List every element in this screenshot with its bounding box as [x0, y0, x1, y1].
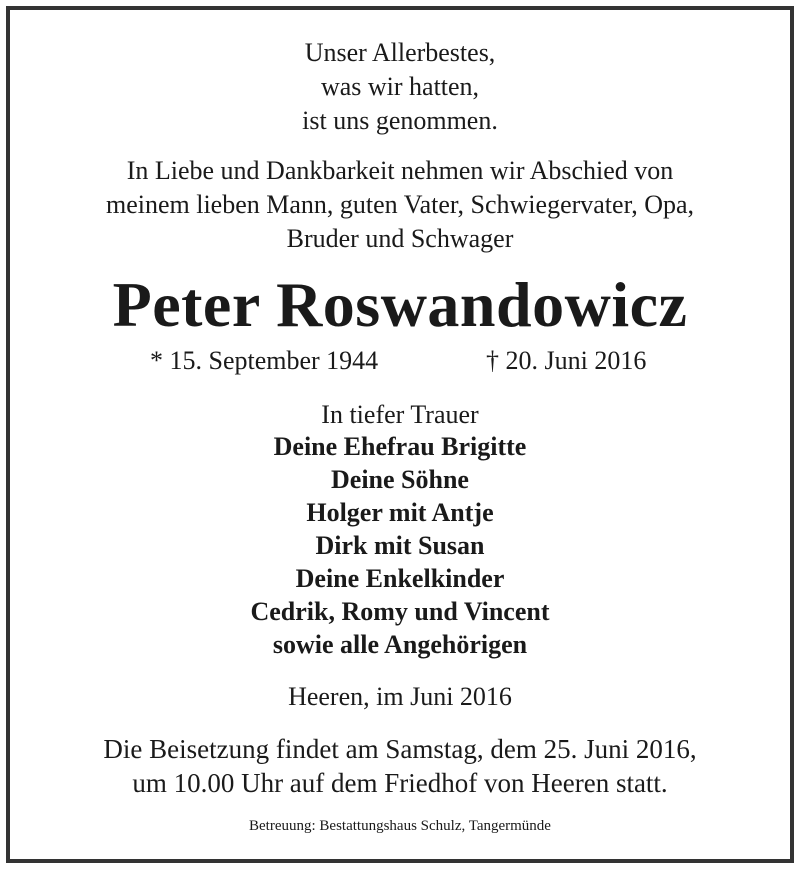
birth-date: * 15. September 1944 [150, 346, 379, 375]
burial-line-1: Die Beisetzung findet am Samstag, dem 25. Juni 2016, [103, 734, 697, 764]
burial-line-2: um 10.00 Uhr auf dem Friedhof von Heeren statt. [132, 768, 668, 798]
deceased-name: Peter Roswandowicz [112, 269, 688, 340]
mourner-line: Cedrik, Romy und Vincent [250, 597, 550, 626]
place-date: Heeren, im Juni 2016 [288, 682, 512, 711]
mourning-intro: In tiefer Trauer [321, 400, 479, 429]
mourner-line: sowie alle Angehörigen [272, 630, 528, 659]
motto-line-3: ist uns genommen. [302, 106, 498, 135]
mourner-line: Deine Söhne [331, 465, 469, 494]
mourner-line: Dirk mit Susan [315, 531, 485, 560]
mourner-line: Deine Ehefrau Brigitte [273, 432, 527, 461]
motto-line-1: Unser Allerbestes, [304, 38, 496, 67]
mourner-line: Deine Enkelkinder [295, 564, 505, 593]
obituary-notice [6, 6, 794, 863]
mourner-line: Holger mit Antje [306, 498, 494, 527]
death-date: † 20. Juni 2016 [486, 346, 647, 375]
intro-line-1: In Liebe und Dankbarkeit nehmen wir Abschied von [126, 156, 674, 185]
intro-line-2: meinem lieben Mann, guten Vater, Schwiegervater, Opa, [105, 190, 695, 219]
intro-line-3: Bruder und Schwager [286, 224, 514, 253]
motto-line-2: was wir hatten, [320, 72, 480, 101]
funeral-home-credit: Betreuung: Bestattungshaus Schulz, Tangermünde [249, 818, 551, 834]
